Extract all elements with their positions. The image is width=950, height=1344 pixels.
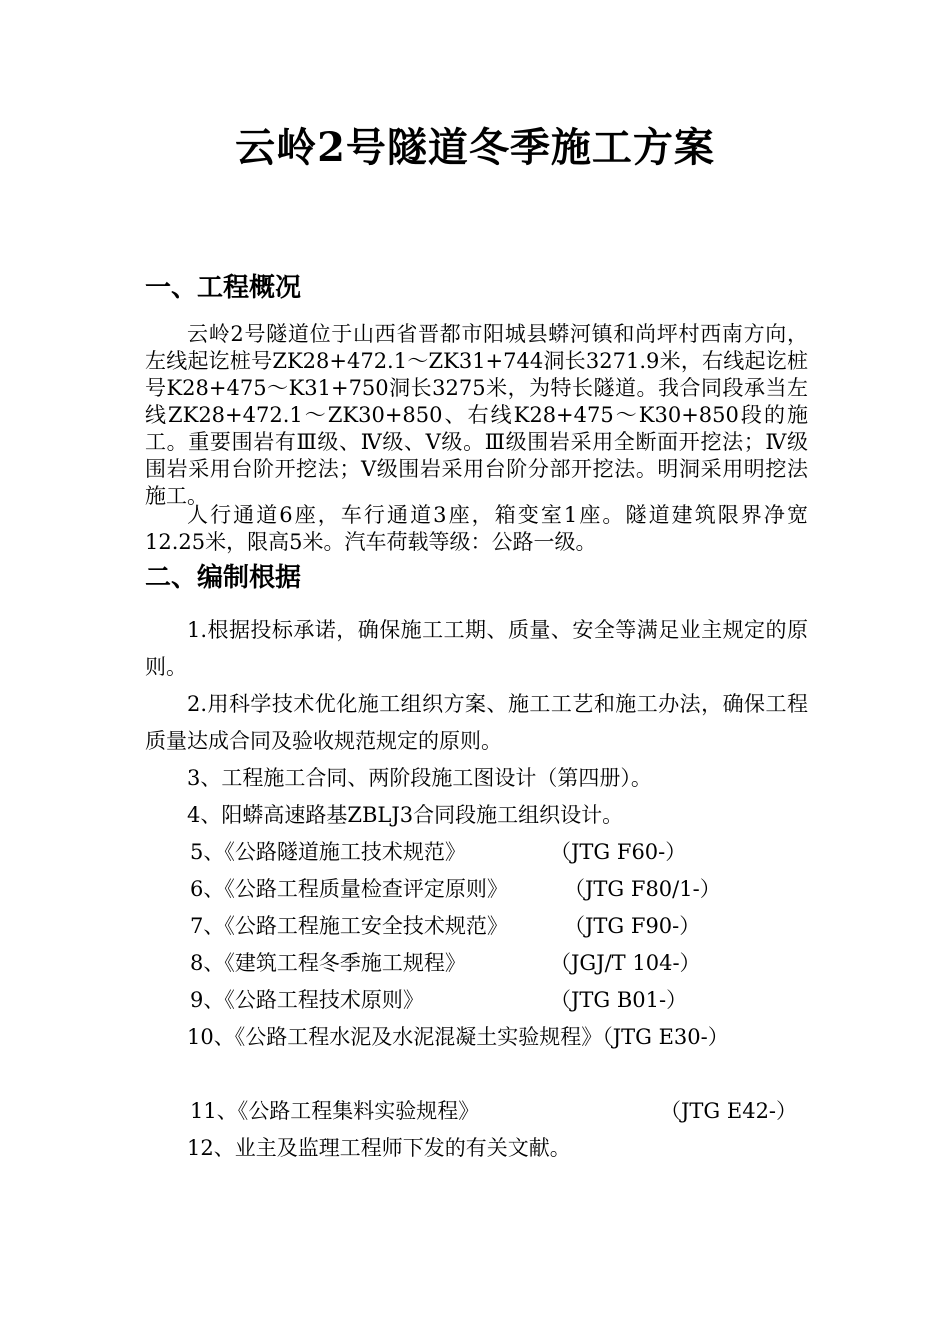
reference-title: 11、《公路工程集料实验规程》 <box>190 1099 480 1123</box>
section-heading-overview: 一、工程概况 <box>145 273 302 303</box>
basis-item-3: 3、工程施工合同、两阶段施工图设计（第四册）。 <box>187 766 652 790</box>
basis-item-10: 10、《公路工程水泥及水泥混凝土实验规程》（JTG E30-） <box>187 1025 729 1049</box>
section-heading-basis: 二、编制根据 <box>145 563 302 593</box>
reference-title: 5、《公路隧道施工技术规范》 <box>190 840 466 864</box>
reference-code: （JTG F90-） <box>564 914 701 938</box>
reference-code: （JTG F80/1-） <box>564 877 721 901</box>
basis-item-1: 1.根据投标承诺，确保施工工期、质量、安全等满足业主规定的原则。 <box>145 618 808 679</box>
reference-title: 6、《公路工程质量检查评定原则》 <box>190 877 508 901</box>
basis-item-2: 2.用科学技术优化施工组织方案、施工工艺和施工办法，确保工程质量达成合同及验收规范规定的原则。 <box>145 692 808 753</box>
reference-line-5 <box>190 834 810 871</box>
reference-line-6 <box>190 871 810 908</box>
overview-paragraph-1: 云岭2号隧道位于山西省晋都市阳城县蟒河镇和尚坪村西南方向，左线起讫桩号ZK28+472.1～ZK31+744洞长3271.9米，右线起讫桩号K28+475～K31+750洞长3275米，为特长隧道。我合同段承当左线ZK28+472.1～ZK30+850、右线K28+475～K30+850段的施工。重要围岩有Ⅲ级、Ⅳ级、Ⅴ级。Ⅲ级围岩采用全断面开挖法；Ⅳ级围岩采用台阶开挖法；Ⅴ级围岩采用台阶分部开挖法。明洞采用明挖法施工。 <box>145 322 809 508</box>
reference-code: （JGJ/T 104-） <box>550 951 701 975</box>
reference-line-9 <box>190 982 810 1019</box>
basis-item-4: 4、阳蟒高速路基ZBLJ3合同段施工组织设计。 <box>187 803 624 827</box>
reference-line-11 <box>190 1093 810 1130</box>
reference-code: （JTG B01-） <box>550 988 688 1012</box>
reference-line-8 <box>190 945 810 982</box>
reference-code: （JTG F60-） <box>550 840 687 864</box>
reference-title: 9、《公路工程技术原则》 <box>190 988 424 1012</box>
document-title: 云岭2号隧道冬季施工方案 <box>235 124 715 171</box>
overview-paragraph-2: 人行通道6座，车行通道3座，箱变室1座。隧道建筑限界净宽12.25米，限高5米。汽车荷载等级：公路一级。 <box>145 503 808 554</box>
reference-title: 7、《公路工程施工安全技术规范》 <box>190 914 508 938</box>
reference-line-7 <box>190 908 810 945</box>
reference-code: （JTG E42-） <box>660 1099 798 1123</box>
basis-item-12: 12、业主及监理工程师下发的有关文献。 <box>187 1136 571 1160</box>
reference-title: 8、《建筑工程冬季施工规程》 <box>190 951 466 975</box>
